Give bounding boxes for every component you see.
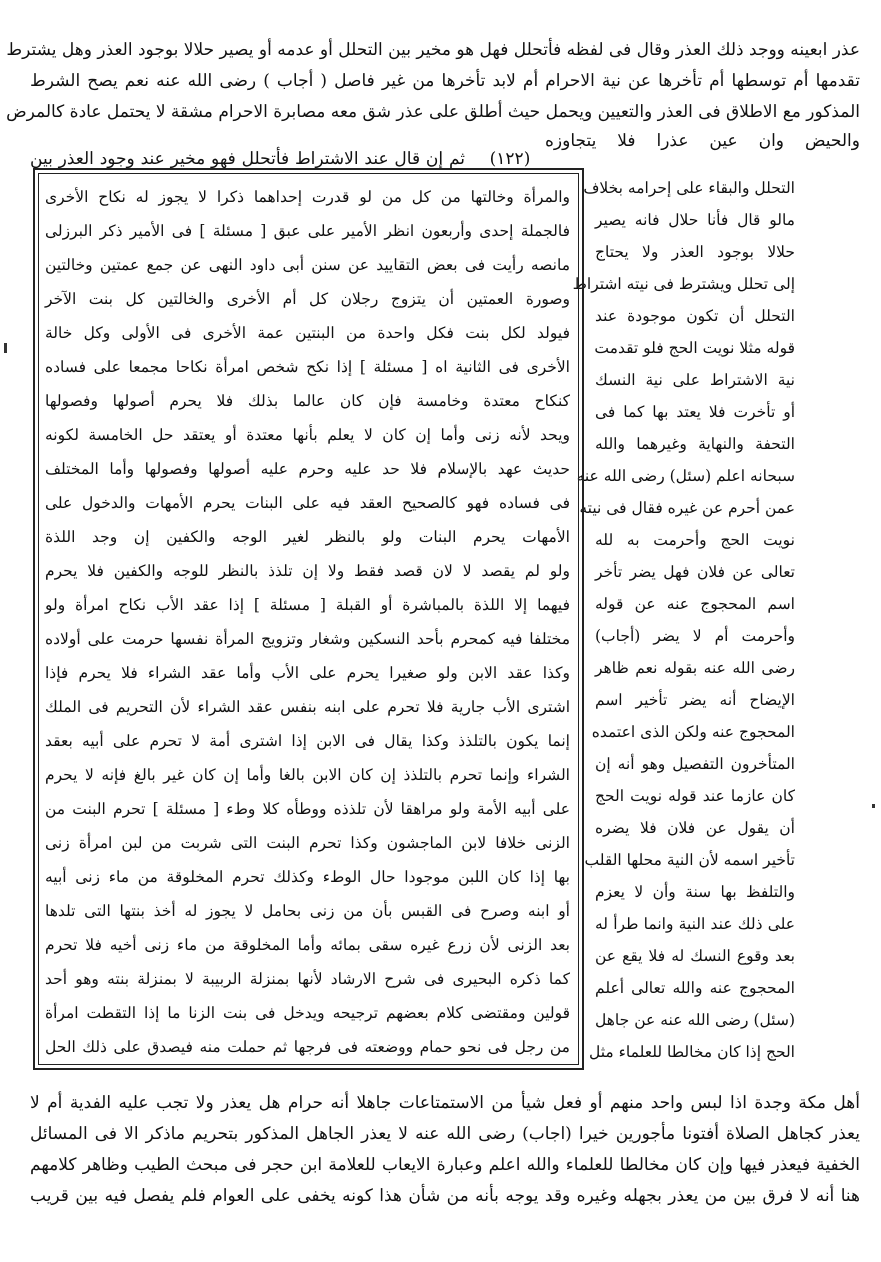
- side-line: وأحرمت أم لا يضر (أجاب): [595, 627, 795, 645]
- side-line: بعد وقوع النسك له فلا يقع عن: [595, 947, 795, 965]
- side-line: المحجوج عنه والله تعالى أعلم: [595, 979, 795, 997]
- commentary-line: فى فساده فهو كالصحيح العقد فيه على البنات يحرم الأمهات والدخول على: [45, 494, 570, 512]
- top-line: ثم إن قال عند الاشتراط فأتحلل فهو مخير عند وجود العذر بين: [30, 149, 465, 169]
- side-line: التحفة والنهاية وغيرهما والله: [595, 435, 795, 453]
- side-line: التحلل أن تكون موجودة عند: [595, 307, 795, 325]
- top-line: عذر ابعينه ووجد ذلك العذر وقال فى لفظه فأتحلل فهل هو مخير بين التحلل أو عدمه أو يصير حلالا بوجود العذر وهل يشترط: [6, 40, 860, 60]
- side-line: والتلفظ بها سنة وأن لا يعزم: [595, 883, 795, 901]
- page-number-value: ١٢٢: [496, 149, 524, 169]
- side-line: اسم المحجوج عنه عن قوله: [595, 595, 795, 613]
- commentary-line: اشترى الأب جارية فلا تحرم على ابنه بنفس عقد الشراء لأن التحريم فى الملك: [45, 698, 570, 716]
- bottom-line: هنا أنه لا فرق بين من يعذر بجهله وغيره وقد يوجه بأنه من شأن هذا كونه يخفى على العوام فلم يفصل فيه بين قريب: [30, 1186, 860, 1206]
- bottom-line: يعذر كجاهل الصلاة أفتونا مأجورين خيرا (اجاب) رضى الله عنه لا يعذر الجاهل المذكور بتحريم ماذكر الا فى المسائل: [30, 1124, 860, 1144]
- side-line: المتأخرون التفصيل وهو أنه إن: [595, 755, 795, 773]
- top-line: تقدمها أم توسطها أم تأخرها عن نية الاحرام أم لابد تأخرها من غير فاصل ( أجاب ) رضى الله عنه نعم يصح الشرط: [30, 71, 860, 91]
- side-line: أن يقول عن فلان فلا يضره: [595, 819, 795, 837]
- commentary-line: والمرأة وخالتها من كل من لو قدرت إحداهما ذكرا لا يجوز له نكاح الأخرى: [45, 188, 570, 206]
- bottom-line: أهل مكة وجدة اذا لبس واحد منهم أو فعل شيأ من الاستمتاعات جاهلا أنه حرام هل يعذر ولا تجب عليه الفدية أم لا: [30, 1093, 860, 1113]
- side-line: مالو قال فأنا حلال فانه يصير: [595, 211, 795, 229]
- commentary-line: قولين ومقتضى كلام بعضهم ترجيحه ويدخل فى بنت الزنا ما إذا التقطت امرأة: [45, 1004, 570, 1022]
- side-line: تعالى عن فلان فهل يضر تأخر: [595, 563, 795, 581]
- commentary-line: الأخرى فى الثانية اه [ مسئلة ] إذا نكح شخص امرأة نكاحا مجمعا على فساده: [45, 358, 570, 376]
- side-line: الإيضاح أنه يضر تأخير اسم: [595, 691, 795, 709]
- side-line: المحجوج عنه ولكن الذى اعتمده: [591, 723, 795, 741]
- commentary-line: مانصه رأيت فى بعض التقاييد عن سنن أبى داود النهى عن جمع عمتين وخالتين: [45, 256, 570, 274]
- commentary-line: وصورة العمتين أن يتزوج رجلان كل أم الأخرى والخالتين كل بنت الآخر: [45, 290, 570, 308]
- commentary-line: بعد الزنى لأن زرع غيره سقى بمائه وأما المخلوقة من ماء زنى أخيه فلا تحرم: [45, 936, 570, 954]
- commentary-line: وكذا عقد الابن ولو صغيرا يحرم على الأب وأما عقد الشراء فلا يحرم فإذا: [45, 664, 571, 682]
- side-line: سبحانه اعلم (سئل) رضى الله عنه: [576, 467, 795, 485]
- commentary-line: الأمهات يحرم البنات ولو بالنظر لغير الوجه والكفين إن وجد اللذة: [45, 528, 570, 546]
- side-line: رضى الله عنه بقوله نعم ظاهر: [595, 659, 795, 677]
- commentary-line: حديث عهد بالإسلام فلا حد عليه وحرم عليه أصولها وفصولها وأما المختلف: [45, 460, 570, 478]
- commentary-line: الشراء وإنما تحرم بالتلذذ إن كان الابن بالغا وأما إن كان غير بالغ فإنه لا يحرم: [45, 766, 570, 784]
- side-line: حلالا بوجود العذر ولا يحتاج: [595, 243, 795, 261]
- side-line: إلى تحلل ويشترط فى نيته اشتراط: [572, 275, 795, 293]
- commentary-line: فالجملة إحدى وأربعون انظر الأمير على عبق [ مسئلة ] فى الأمير ذكر البرزلى: [45, 222, 570, 240]
- commentary-line: إنما يكون بالتلذذ وكذا يقال فى الابن إذا اشترى أمة لا تحرم على أبيه بعقد: [45, 732, 570, 750]
- side-line: قوله مثلا نويت الحج فلو تقدمت: [594, 339, 795, 357]
- side-line: تأخير اسمه لأن النية محلها القلب: [584, 851, 795, 869]
- margin-mark: [4, 343, 7, 353]
- commentary-line: فيولد لكل بنت فكل واحدة من البنتين عمة الأخرى فى الأولى وكل خالة: [45, 324, 570, 342]
- side-line: عمن أحرم عن غيره فقال فى نيته: [579, 499, 795, 517]
- side-line: على ذلك عند النية وانما طرأ له: [595, 915, 795, 933]
- side-line: الحج إذا كان مخالطا للعلماء مثل: [588, 1043, 795, 1061]
- commentary-line: كما ذكره البحيرى فى شرح الارشاد لأنها بمنزلة الربيبة لا بمنزلة بنته وهو أحد: [45, 970, 570, 988]
- commentary-line: بها إذا كان اللبن موجودا حال الوطء وكذلك تحرم المخلوقة من ماء زنى أبيه: [45, 868, 570, 886]
- side-line: نية الاشتراط على نية النسك: [595, 371, 795, 389]
- commentary-line: الزنى خلافا لابن الماجشون وكذا تحرم البنت التى شربت من لبن امرأة زنى: [45, 834, 570, 852]
- side-line: (سئل) رضى الله عنه عن جاهل: [595, 1011, 795, 1029]
- commentary-line: مختلفا فيه كمحرم بأحد النسكين وشغار وتزويج المرأة نفسها حرمت على أولاده: [45, 630, 570, 648]
- page-number: (١٢٢): [489, 149, 531, 169]
- margin-mark: [872, 804, 875, 808]
- commentary-line: ويحد لأنه زنى وأما إن كان لا يعلم بأنها معتدة أو يعتقد حل الخامسة لكونه: [45, 426, 570, 444]
- top-line: والحيض وان عين عذرا فلا يتجاوزه: [545, 131, 860, 151]
- side-line: التحلل والبقاء على إحرامه بخلاف: [583, 179, 795, 197]
- side-line: أو تأخرت فلا يعتد بها كما فى: [595, 403, 795, 421]
- commentary-line: كنكاح معتدة وخامسة فإن كان عالما بذلك فلا يحرم أصولها وفصولها: [45, 392, 570, 410]
- side-line: نويت الحج وأحرمت به لله: [595, 531, 795, 549]
- commentary-line: من رجل فى نحو حمام ووضعته فى فرجها ثم حملت منه فيصدق على ذلك الحل: [45, 1038, 570, 1056]
- commentary-line: فيهما إلا اللذة بالمباشرة أو القبلة [ مسئلة ] إذا عقد الأب نكاح امرأة ولو: [45, 596, 570, 614]
- side-line: كان عازما عند قوله نويت الحج: [595, 787, 795, 805]
- commentary-line: ولو لم يقصد لا لان قصد فقط ولا إن تلذذ بالنظر للوجه والكفين فلا يحرم: [45, 562, 570, 580]
- bottom-line: الخفية فيعذر فيها وإن كان مخالطا للعلماء والله اعلم وعبارة الايعاب للعلامة ابن حجر فى مبحث الطيب وظاهر كلامهم: [30, 1155, 860, 1175]
- commentary-line: أو ابنه وصرح فى القبس بأن من زنى بحامل لا يجوز له أخذ بنتها التى تلدها: [45, 902, 570, 920]
- top-line: المذكور مع الاطلاق فى العذر والتعيين ويحمل حيث أطلق على عذر شق معه مصابرة الاحرام مشقة لا يحتمل عادة كالمرض: [6, 102, 860, 122]
- commentary-line: على أبيه الأمة ولو مراهقا لأن تلذذه ووطأه كلا وطء [ مسئلة ] تحرم البنت من: [45, 800, 570, 818]
